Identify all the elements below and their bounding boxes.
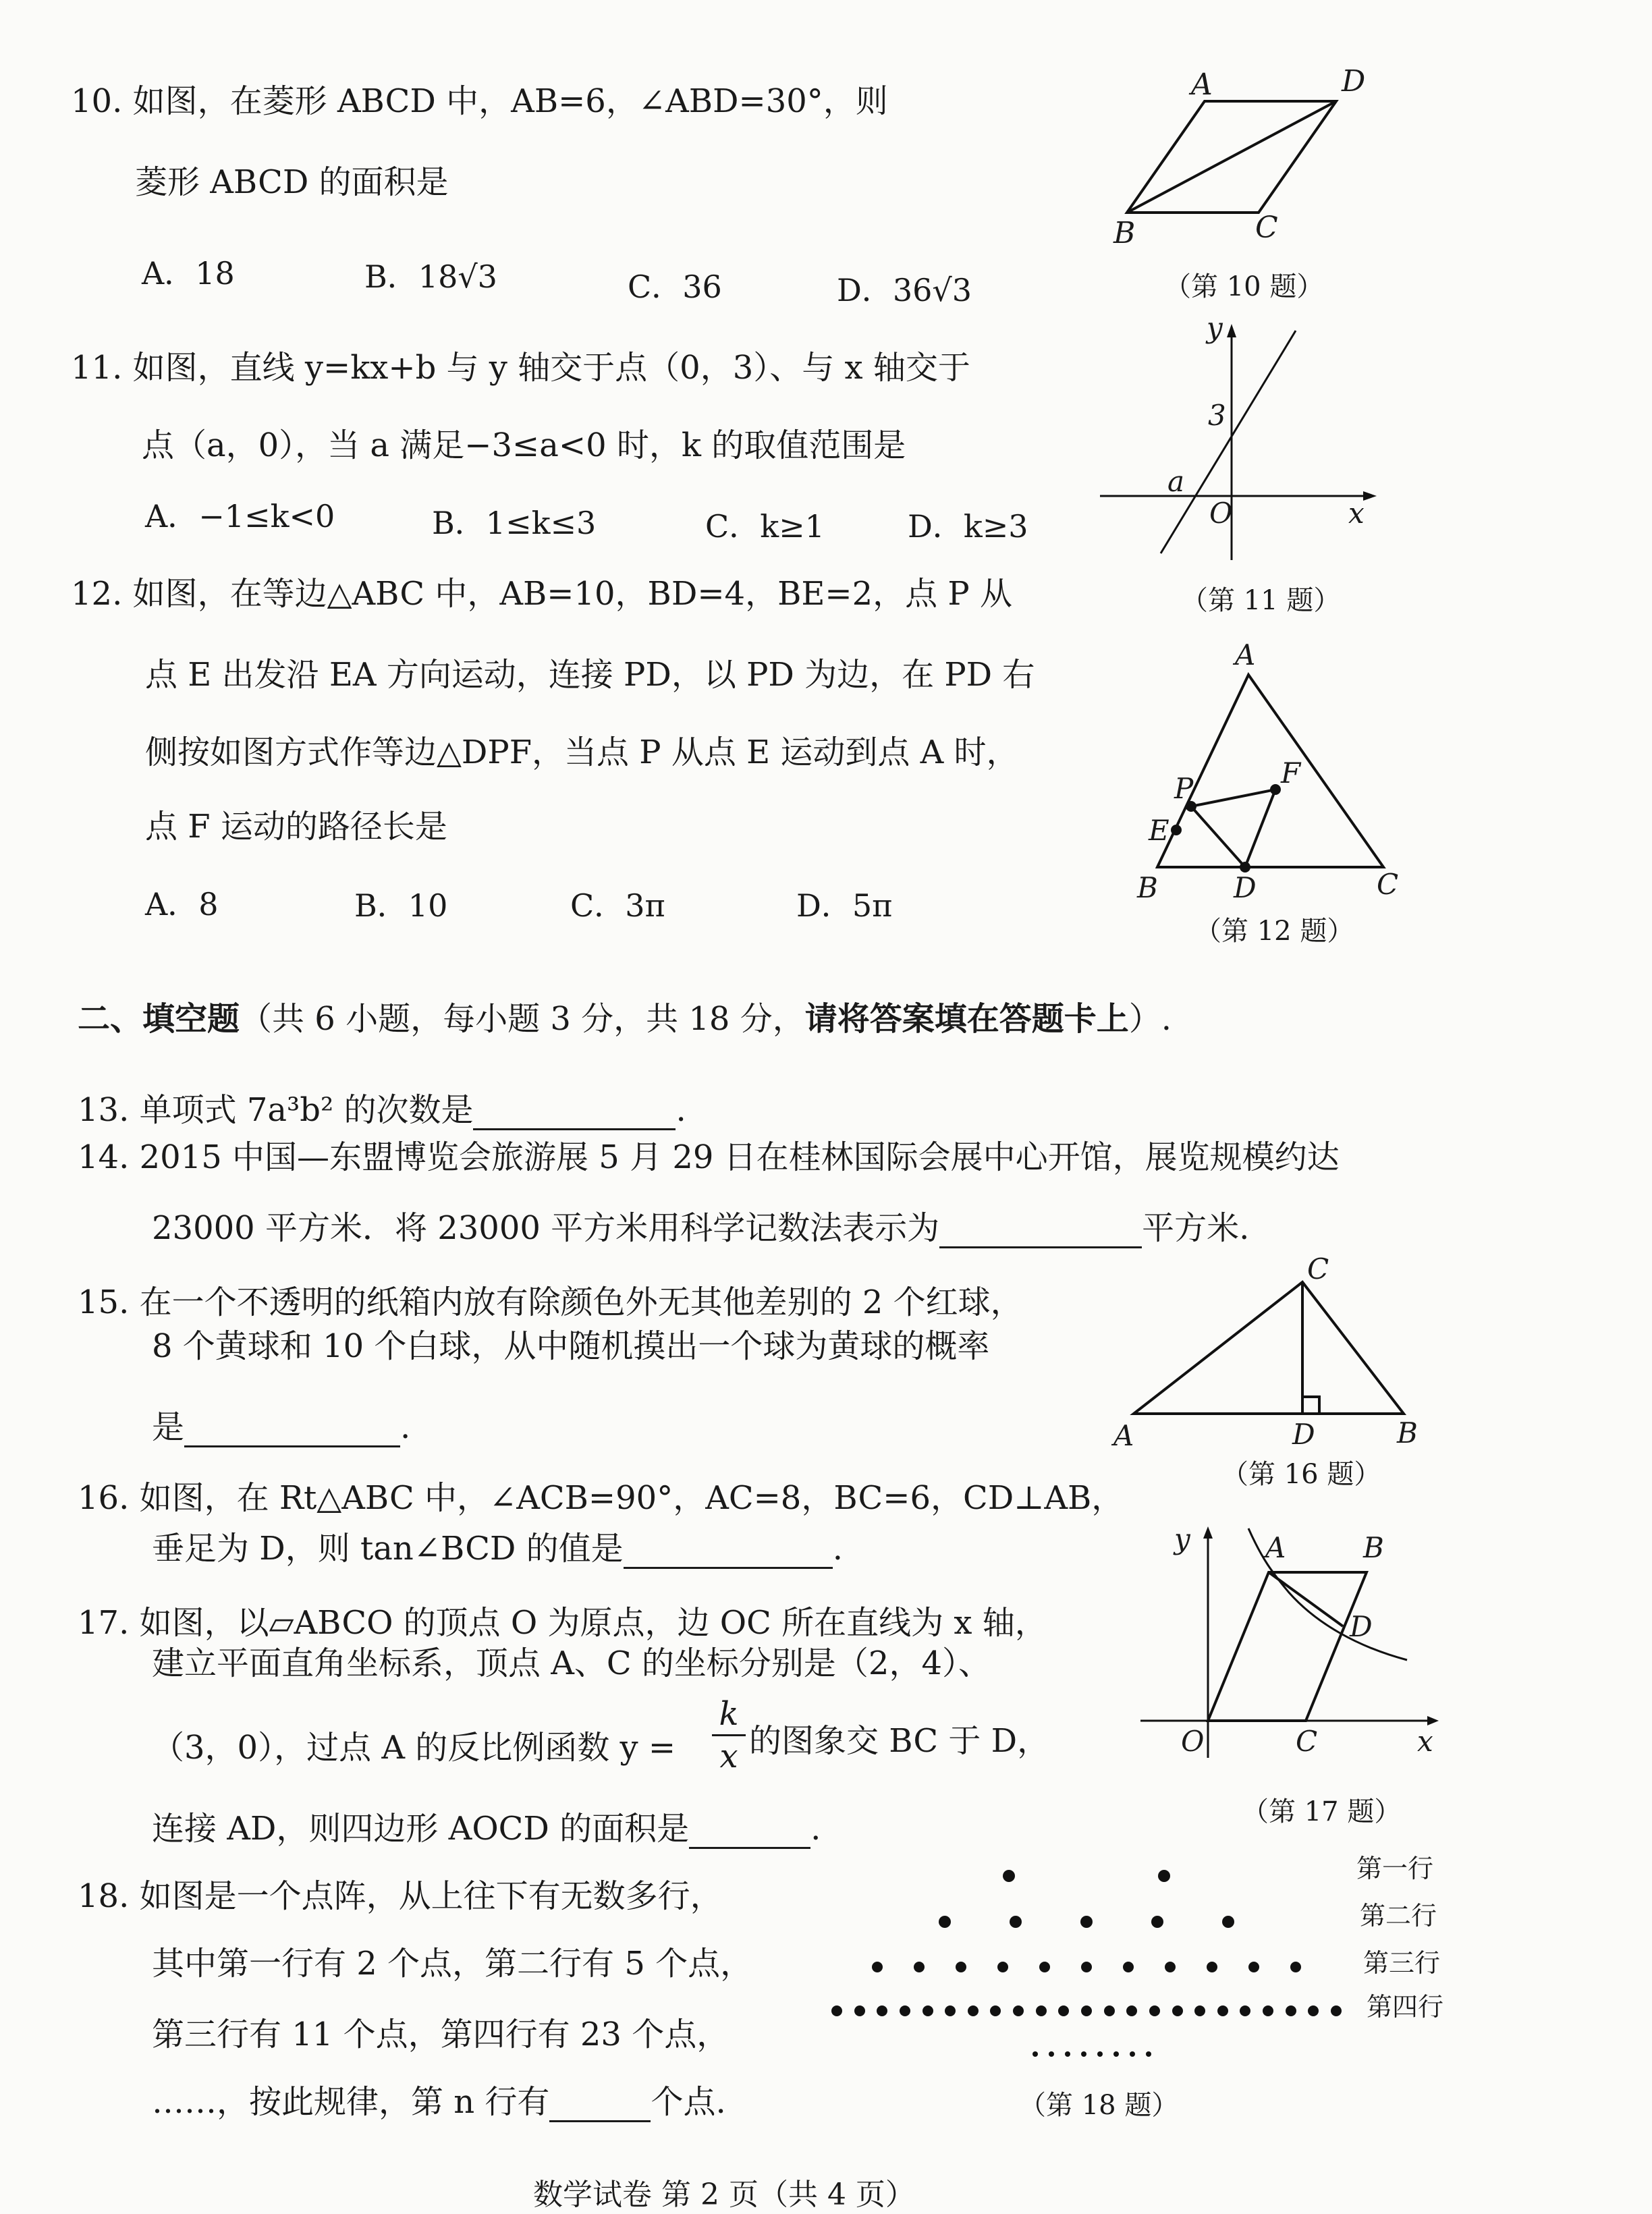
lattice-dot	[1158, 1870, 1170, 1882]
lattice-dot	[1126, 2005, 1137, 2016]
label-p: P	[1174, 772, 1194, 805]
lattice-dot	[1013, 2005, 1024, 2016]
row-label-2: 第二行	[1360, 1901, 1437, 1931]
q13	[78, 1090, 686, 1130]
q11-option-c: C．k≥1	[705, 508, 825, 545]
lattice-dot	[956, 1962, 966, 1972]
q11-line2: 点（a，0），当 a 满足−3≤a<0 时，k 的取值范围是	[142, 426, 906, 464]
q15-end: .	[400, 1408, 411, 1446]
x-arrow-icon	[1427, 1716, 1439, 1725]
point-f	[1270, 784, 1281, 795]
q17-fraction	[712, 1694, 746, 1777]
dot-lattice	[830, 1862, 1343, 2078]
label-x: x	[1348, 497, 1365, 530]
q13-answer-blank[interactable]	[473, 1099, 676, 1130]
label-a: A	[1235, 638, 1256, 671]
q15-answer-blank[interactable]	[184, 1416, 400, 1447]
lattice-dot	[1172, 2005, 1183, 2016]
x-arrow-icon	[1363, 491, 1377, 501]
q11-option-b: B．1≤k≤3	[432, 505, 597, 541]
lattice-dot	[997, 1962, 1008, 1972]
label-c: C	[1307, 1252, 1329, 1285]
triangle-dpf	[1191, 790, 1275, 867]
label-a: A	[1113, 1419, 1134, 1452]
q12-line1: 12. 如图，在等边△ABC 中，AB=10，BD=4，BE=2，点 P 从	[71, 575, 1012, 613]
q10-line2: 菱形 ABCD 的面积是	[135, 163, 449, 201]
q18-text: ……，按此规律，第 n 行有	[152, 2083, 550, 2121]
q16-line1: 16. 如图，在 Rt△ABC 中，∠ACB=90°，AC=8，BC=6，CD⊥AB，	[78, 1479, 1124, 1517]
q14-answer-blank[interactable]	[939, 1217, 1142, 1248]
label-c: C	[1296, 1725, 1318, 1758]
q17-caption: （第 17 题）	[1242, 1796, 1402, 1827]
q12-line2: 点 E 出发沿 EA 方向运动，连接 PD，以 PD 为边，在 PD 右	[145, 656, 1035, 694]
label-e: E	[1149, 814, 1169, 847]
lattice-dot	[1263, 2005, 1273, 2016]
point-e	[1171, 825, 1182, 835]
lattice-dot	[1010, 1916, 1022, 1928]
section-2-end: ）.	[1128, 1000, 1172, 1038]
q16-end: .	[832, 1530, 843, 1568]
label-b: B	[1397, 1416, 1418, 1449]
row-label-3: 第三行	[1363, 1948, 1441, 1978]
q17-figure	[1127, 1518, 1437, 1764]
lattice-dot	[1081, 1962, 1092, 1972]
q17-line3b: 的图象交 BC 于 D，	[749, 1722, 1050, 1760]
q12-option-c: C．3π	[570, 887, 665, 924]
q14-text: 23000 平方米．将 23000 平方米用科学记数法表示为	[152, 1209, 940, 1247]
label-o: O	[1181, 1725, 1205, 1758]
lattice-dot	[1286, 2005, 1296, 2016]
row-label-1: 第一行	[1356, 1854, 1434, 1883]
lattice-dot	[914, 1962, 925, 1972]
lattice-dot	[1123, 1962, 1134, 1972]
q17-line2: 建立平面直角坐标系，顶点 A、C 的坐标分别是（2，4）、	[152, 1644, 991, 1682]
q15-line1: 15. 在一个不透明的纸箱内放有除颜色外无其他差别的 2 个红球，	[78, 1283, 1023, 1321]
q12-line4: 点 F 运动的路径长是	[145, 808, 447, 846]
lattice-dot	[990, 2005, 1001, 2016]
lattice-dot	[854, 2005, 865, 2016]
q16-line2	[152, 1528, 843, 1569]
q17-line4	[152, 1808, 821, 1849]
lattice-dot	[1207, 1962, 1217, 1972]
q17-answer-blank[interactable]	[689, 1817, 810, 1849]
q18-line3: 第三行有 11 个点，第四行有 23 个点，	[152, 2016, 729, 2053]
q12-line3: 侧按如图方式作等边△DPF，当点 P 从点 E 运动到点 A 时，	[145, 734, 1019, 771]
ellipsis-dot	[1049, 2051, 1054, 2057]
ellipsis-dot	[1113, 2051, 1119, 2057]
q17-line1: 17. 如图，以▱ABCO 的顶点 O 为原点，边 OC 所在直线为 x 轴，	[78, 1604, 1047, 1642]
label-b: B	[1113, 216, 1136, 250]
q17-line3a: （3，0），过点 A 的反比例函数 y =	[152, 1729, 676, 1767]
q11-option-a: A．−1≤k<0	[145, 498, 335, 534]
label-b: B	[1363, 1531, 1384, 1564]
lattice-dot	[1248, 1962, 1259, 1972]
lattice-dot	[1222, 1916, 1234, 1928]
label-y: y	[1207, 311, 1223, 344]
q18-line4	[152, 2082, 726, 2122]
lattice-dot	[1149, 2005, 1160, 2016]
page-footer: 数学试卷 第 2 页（共 4 页）	[533, 2178, 915, 2212]
lattice-dot	[1331, 2005, 1342, 2016]
q11-figure	[1093, 311, 1377, 570]
q11-caption: （第 11 题）	[1181, 585, 1341, 616]
label-d: D	[1234, 871, 1257, 904]
label-y: y	[1174, 1522, 1190, 1555]
q17-text: 连接 AD，则四边形 AOCD 的面积是	[152, 1810, 690, 1848]
ellipsis-dot	[1097, 2051, 1103, 2057]
lattice-dot	[1308, 2005, 1319, 2016]
q14-end: 平方米.	[1142, 1209, 1250, 1247]
lattice-dot	[1290, 1962, 1301, 1972]
q13-text: 13. 单项式 7a³b² 的次数是	[78, 1091, 474, 1129]
q10-line1: 10. 如图，在菱形 ABCD 中，AB=6，∠ABD=30°，则	[71, 82, 888, 120]
q18-answer-blank[interactable]	[549, 2091, 651, 2122]
ellipsis-dot	[1081, 2051, 1086, 2057]
q12-option-a: A．8	[145, 886, 219, 922]
parallelogram-abco	[1208, 1572, 1367, 1721]
label-3: 3	[1208, 399, 1226, 432]
label-d: D	[1292, 1418, 1315, 1451]
q13-end: .	[676, 1091, 686, 1129]
q10-option-c: C．36	[628, 269, 722, 305]
q18-line2: 其中第一行有 2 个点，第二行有 5 个点，	[152, 1945, 753, 1983]
q18-line1: 18. 如图是一个点阵，从上往下有无数多行，	[78, 1877, 723, 1915]
q10-option-b: B．18√3	[364, 258, 497, 295]
fraction-numerator: k	[712, 1694, 746, 1736]
section-2-header	[78, 999, 1172, 1039]
q18-caption: （第 18 题）	[1019, 2090, 1179, 2121]
lattice-dot	[1104, 2005, 1115, 2016]
section-2-emphasis: 请将答案填在答题卡上	[804, 1000, 1129, 1038]
lattice-dot	[1080, 1916, 1093, 1928]
right-angle-mark	[1302, 1397, 1319, 1414]
q10-option-a: A．18	[142, 255, 235, 292]
q18-end: 个点.	[651, 2083, 726, 2121]
diagonal-bd	[1127, 101, 1336, 213]
lattice-dot	[968, 2005, 979, 2016]
q11-line1: 11. 如图，直线 y=kx+b 与 y 轴交于点（0，3）、与 x 轴交于	[71, 349, 970, 387]
triangle-abc	[1134, 1282, 1404, 1414]
triangle-abc	[1157, 675, 1383, 867]
lattice-dot	[831, 2005, 842, 2016]
q16-caption: （第 16 题）	[1221, 1459, 1381, 1490]
section-2-desc: （共 6 小题，每小题 3 分，共 18 分，	[240, 1000, 805, 1038]
q15-text: 是	[152, 1408, 185, 1446]
q12-option-b: B．10	[354, 887, 448, 924]
label-a: A	[1191, 67, 1213, 102]
ellipsis-dot	[1146, 2051, 1151, 2057]
label-x: x	[1417, 1725, 1433, 1758]
q14-line1: 14. 2015 中国—东盟博览会旅游展 5 月 29 日在桂林国际会展中心开馆，展览规模约达	[78, 1138, 1340, 1176]
row-label-4: 第四行	[1367, 1992, 1444, 2022]
q10-option-d: D．36√3	[837, 272, 972, 308]
q10-caption: （第 10 题）	[1164, 271, 1324, 302]
q14-line2	[152, 1208, 1249, 1248]
lattice-dot	[1194, 2005, 1205, 2016]
q16-figure	[1107, 1252, 1431, 1454]
label-b: B	[1137, 871, 1158, 904]
label-c: C	[1255, 211, 1278, 245]
label-c: C	[1377, 868, 1399, 901]
lattice-dot	[1039, 1962, 1050, 1972]
fraction-denominator: x	[719, 1738, 738, 1775]
y-arrow-icon	[1227, 324, 1236, 337]
ellipsis-dot	[1130, 2051, 1135, 2057]
lattice-dot	[1003, 1870, 1015, 1882]
lattice-dot	[1165, 1962, 1176, 1972]
q16-text: 垂足为 D，则 tan∠BCD 的值是	[152, 1530, 624, 1568]
q17-end: .	[810, 1810, 821, 1848]
ellipsis-dot	[1032, 2051, 1038, 2057]
q16-answer-blank[interactable]	[624, 1537, 833, 1569]
y-arrow-icon	[1203, 1526, 1213, 1539]
label-f: F	[1281, 756, 1301, 790]
label-d: D	[1342, 64, 1366, 99]
q11-option-d: D．k≥3	[908, 508, 1028, 545]
lattice-dot	[1240, 2005, 1250, 2016]
lattice-dot	[1217, 2005, 1228, 2016]
lattice-dot	[1036, 2005, 1047, 2016]
q12-caption: （第 12 题）	[1194, 916, 1354, 947]
label-d: D	[1350, 1610, 1373, 1643]
label-a: A	[1265, 1531, 1286, 1564]
lattice-dot	[900, 2005, 910, 2016]
lattice-dot	[923, 2005, 933, 2016]
lattice-dot	[1081, 2005, 1092, 2016]
q12-figure	[1134, 638, 1417, 904]
q12-option-d: D．5π	[796, 887, 893, 924]
lattice-dot	[945, 2005, 956, 2016]
label-a: a	[1167, 465, 1185, 498]
q15-line2: 8 个黄球和 10 个白球，从中随机摸出一个球为黄球的概率	[152, 1327, 990, 1365]
lattice-dot	[877, 2005, 887, 2016]
q15-line3	[152, 1407, 410, 1447]
lattice-dot	[872, 1962, 883, 1972]
label-o: O	[1209, 497, 1233, 530]
q10-figure	[1113, 61, 1404, 266]
section-2-title: 二、填空题	[78, 1000, 240, 1038]
ellipsis-dot	[1065, 2051, 1070, 2057]
lattice-dot	[1151, 1916, 1163, 1928]
lattice-dot	[1058, 2005, 1069, 2016]
lattice-dot	[939, 1916, 951, 1928]
